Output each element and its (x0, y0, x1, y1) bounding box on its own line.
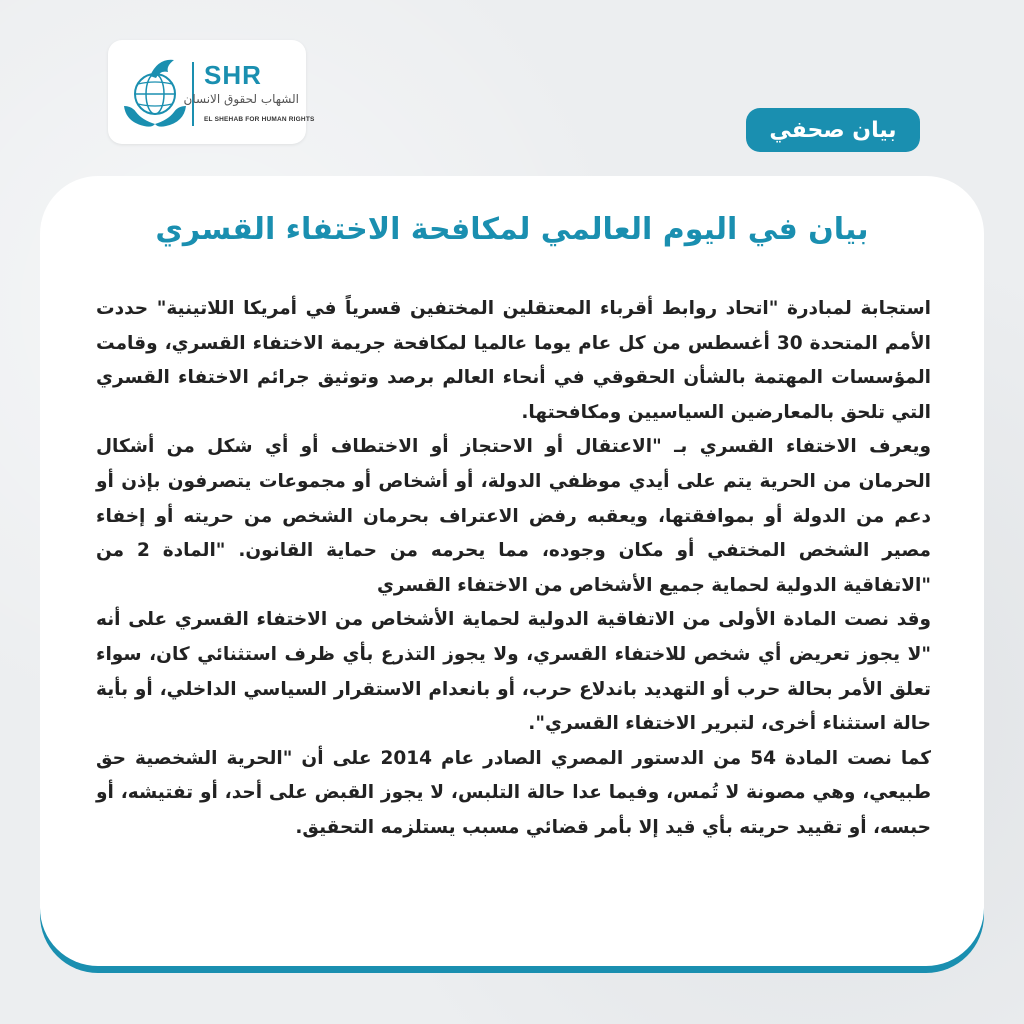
paragraph-definition: ويعرف الاختفاء القسري بـ "الاعتقال أو الاحتجاز أو الاختطاف أو أي شكل من أشكال الحرمان من الحرية يتم على أيدي موظفي الدولة، أو أشخاص أو مجموعات يتصرفون بإذن أو دعم من الدولة أو بموافقتها، ويعقبه رفض الاعتراف بحرمان الشخص من حريته أو إخفاء مصير الشخص المختفي أو مكان وجوده، مما يحرمه من حماية القانون. "المادة 2 من "الاتفاقية الدولية لحماية جميع الأشخاص من الاختفاء القسري (96, 436, 932, 596)
dove-globe-hands-icon (120, 54, 190, 132)
paragraph-intro: استجابة لمبادرة "اتحاد روابط أقرباء المعتقلين المختفين قسرياً في أمريكا اللاتينية" حددت الأمم المتحدة 30 أغسطس من كل عام يوما عالميا لمكافحة جريمة الاختفاء القسري، وقامت المؤسسات المهتمة بالشأن الحقوقي في أنحاء العالم برصد وتوثيق جرائم الاختفاء القسري التي تلحق بالمعارضين السياسيين ومكافحتها. (96, 298, 931, 423)
logo-arabic-name: الشهاب لحقوق الانسان (183, 92, 299, 106)
logo-acronym: SHR (204, 60, 262, 90)
logo-english-name: EL SHEHAB FOR HUMAN RIGHTS (204, 116, 315, 123)
press-release-badge: بيان صحفي (746, 108, 920, 152)
statement-title: بيان في اليوم العالمي لمكافحة الاختفاء القسري (155, 212, 869, 247)
paragraph-constitution-article: كما نصت المادة 54 من الدستور المصري الصادر عام 2014 على أن "الحرية الشخصية حق طبيعي، وهي مصونة لا تُمس، وفيما عدا حالة التلبس، لا يجوز القبض على أحد، أو تفتيشه، أو حبسه، أو تقييد حريته بأي قيد إلا بأمر قضائي مسبب يستلزمه التحقيق. (96, 747, 931, 838)
logo-card (108, 40, 315, 144)
paragraph-convention-article: وقد نصت المادة الأولى من الاتفاقية الدولية لحماية الأشخاص من الاختفاء القسري على أنه "لا يجوز تعريض أي شخص للاختفاء القسري، ولا يجوز التذرع بأي ظرف استثنائي كان، سواء تعلق الأمر بحالة حرب أو التهديد باندلاع حرب، أو بانعدام الاستقرار السياسي الداخلي، أو بأية حالة استثناء أخرى، لتبرير الاختفاء القسري". (96, 609, 931, 735)
statement-body (96, 292, 931, 846)
